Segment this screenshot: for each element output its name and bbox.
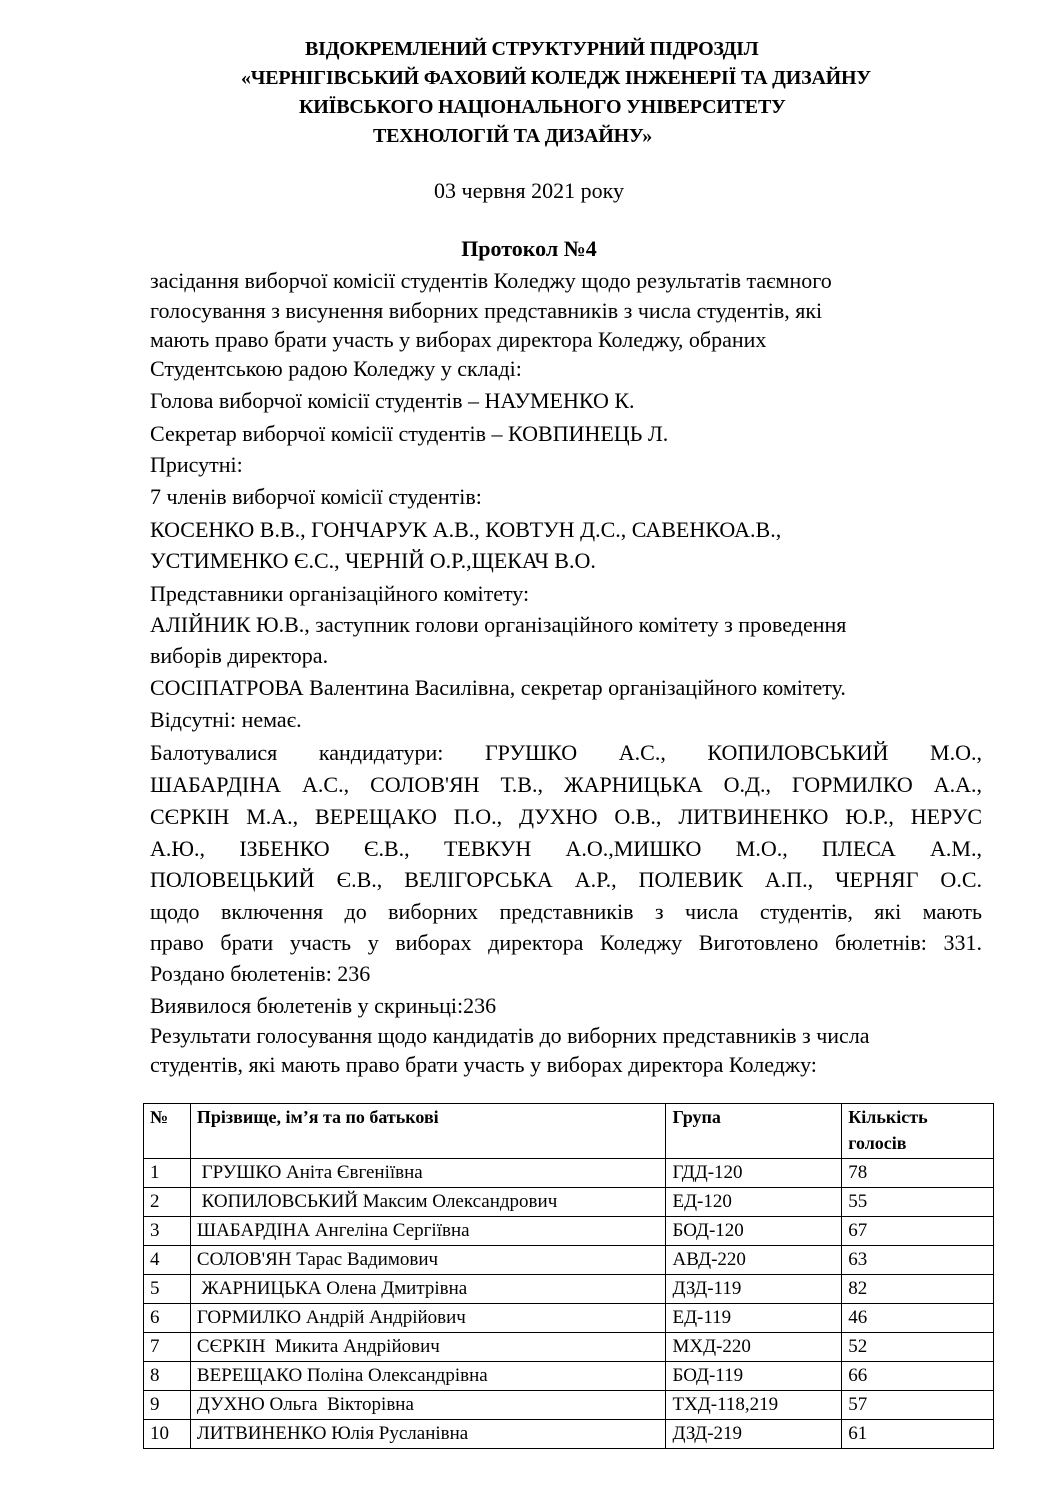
cell-votes: 61 — [842, 1420, 994, 1449]
header-name: Прізвище, ім’я та по батькові — [190, 1104, 666, 1159]
intro-line: голосування з висунення виборних представників з числа студентів, які — [150, 298, 823, 323]
cell-name: СЄРКІН Микита Андрійович — [190, 1333, 666, 1362]
cell-number: 3 — [144, 1217, 191, 1246]
cell-votes: 55 — [842, 1188, 994, 1217]
table-row — [144, 1217, 994, 1246]
header-line-4: ТЕХНОЛОГІЙ ТА ДИЗАЙНУ» — [373, 125, 652, 147]
candidates-line: право брати участь у виборах директора Коледжу Виготовлено бюлетнів: 331. — [150, 930, 982, 955]
cell-votes: 57 — [842, 1391, 994, 1420]
intro-line: засідання виборчої комісії студентів Коледжу щодо результатів таємного — [150, 268, 832, 293]
intro-line: мають право брати участь у виборах директора Коледжу, обраних — [150, 327, 767, 352]
cell-name: ЛИТВИНЕНКО Юлія Русланівна — [190, 1420, 666, 1449]
cell-name: ГРУШКО Аніта Євгеніївна — [190, 1159, 666, 1188]
results-intro-line: Результати голосування щодо кандидатів до виборних представників з числа — [150, 1023, 870, 1048]
header-line-1: ВІДОКРЕМЛЕНИЙ СТРУКТУРНИЙ ПІДРОЗДІЛ — [305, 38, 759, 60]
table-row — [144, 1246, 994, 1275]
cell-group: ГДД-120 — [666, 1159, 842, 1188]
cell-group: БОД-119 — [666, 1362, 842, 1391]
table-row — [144, 1275, 994, 1304]
candidates-line: щодо включення до виборних представників з числа студентів, які мають — [150, 899, 982, 924]
document-date: 03 червня 2021 року — [434, 178, 624, 203]
header-line-2: «ЧЕРНІГІВСЬКИЙ ФАХОВИЙ КОЛЕДЖ ІНЖЕНЕРІЇ ТА ДИЗАЙНУ — [241, 67, 871, 89]
cell-name: КОПИЛОВСЬКИЙ Максим Олександрович — [190, 1188, 666, 1217]
cell-number: 4 — [144, 1246, 191, 1275]
members-label: 7 членів виборчої комісії студентів: — [150, 484, 482, 509]
cell-votes: 63 — [842, 1246, 994, 1275]
members-line: УСТИМЕНКО Є.С., ЧЕРНІЙ О.Р.,ЩЕКАЧ В.О. — [150, 548, 596, 573]
table-row — [144, 1304, 994, 1333]
results-table — [143, 1103, 994, 1449]
candidates-line: Балотувалися кандидатури: ГРУШКО А.С., КОПИЛОВСЬКИЙ М.О., — [150, 740, 982, 765]
cell-number: 7 — [144, 1333, 191, 1362]
table-row — [144, 1333, 994, 1362]
cell-group: ДЗД-119 — [666, 1275, 842, 1304]
ballots-found: Виявилося бюлетенів у скриньці:236 — [150, 993, 497, 1018]
cell-name: СОЛОВ'ЯН Тарас Вадимович — [190, 1246, 666, 1275]
results-intro-line: студентів, які мають право брати участь у виборах директора Коледжу: — [150, 1052, 817, 1077]
cell-group: АВД-220 — [666, 1246, 842, 1275]
cell-group: БОД-120 — [666, 1217, 842, 1246]
absent-line: Відсутні: немає. — [150, 707, 302, 732]
cell-votes: 67 — [842, 1217, 994, 1246]
present-label: Присутні: — [150, 452, 243, 477]
table-row — [144, 1420, 994, 1449]
cell-number: 6 — [144, 1304, 191, 1333]
cell-name: ВЕРЕЩАКО Поліна Олександрівна — [190, 1362, 666, 1391]
org-line: виборів директора. — [150, 643, 329, 668]
members-line: КОСЕНКО В.В., ГОНЧАРУК А.В., КОВТУН Д.С., САВЕНКОА.В., — [150, 517, 782, 542]
table-row — [144, 1188, 994, 1217]
cell-group: МХД-220 — [666, 1333, 842, 1362]
cell-votes: 66 — [842, 1362, 994, 1391]
cell-number: 2 — [144, 1188, 191, 1217]
cell-name: ДУХНО Ольга Вікторівна — [190, 1391, 666, 1420]
intro-line: Студентською радою Коледжу у складі: — [150, 356, 522, 381]
cell-votes: 46 — [842, 1304, 994, 1333]
org-label: Представники організаційного комітету: — [150, 581, 530, 606]
cell-number: 9 — [144, 1391, 191, 1420]
candidates-line: ПОЛОВЕЦЬКИЙ Є.В., ВЕЛІГОРСЬКА А.Р., ПОЛЕВИК А.П., ЧЕРНЯГ О.С. — [150, 867, 982, 892]
header-group: Група — [666, 1104, 842, 1159]
candidates-line: А.Ю., ІЗБЕНКО Є.В., ТЕВКУН А.О.,МИШКО М.О., ПЛЕСА А.М., — [150, 836, 982, 861]
commission-secretary: Секретар виборчої комісії студентів – КОВПИНЕЦЬ Л. — [150, 421, 669, 446]
cell-votes: 82 — [842, 1275, 994, 1304]
cell-votes: 52 — [842, 1333, 994, 1362]
cell-group: ДЗД-219 — [666, 1420, 842, 1449]
candidates-line: СЄРКІН М.А., ВЕРЕЩАКО П.О., ДУХНО О.В., ЛИТВИНЕНКО Ю.Р., НЕРУС — [150, 804, 982, 829]
table-header-row — [144, 1104, 994, 1159]
cell-name: ГОРМИЛКО Андрій Андрійович — [190, 1304, 666, 1333]
cell-votes: 78 — [842, 1159, 994, 1188]
commission-chair: Голова виборчої комісії студентів – НАУМЕНКО К. — [150, 388, 635, 413]
cell-number: 8 — [144, 1362, 191, 1391]
ballots-issued: Роздано бюлетенів: 236 — [150, 961, 371, 986]
cell-name: ШАБАРДІНА Ангеліна Сергіївна — [190, 1217, 666, 1246]
cell-name: ЖАРНИЦЬКА Олена Дмитрівна — [190, 1275, 666, 1304]
cell-number: 10 — [144, 1420, 191, 1449]
table-row — [144, 1159, 994, 1188]
table-row — [144, 1391, 994, 1420]
org-line: АЛІЙНИК Ю.В., заступник голови організаційного комітету з проведення — [150, 612, 847, 637]
org-line: СОСІПАТРОВА Валентина Василівна, секретар організаційного комітету. — [150, 675, 846, 700]
header-number: № — [144, 1104, 191, 1159]
cell-number: 1 — [144, 1159, 191, 1188]
document-title: Протокол №4 — [461, 236, 597, 261]
header-line-3: КИЇВСЬКОГО НАЦІОНАЛЬНОГО УНІВЕРСИТЕТУ — [299, 96, 786, 118]
cell-group: ЕД-120 — [666, 1188, 842, 1217]
header-votes: Кількість голосів — [842, 1104, 994, 1159]
cell-number: 5 — [144, 1275, 191, 1304]
cell-group: ТХД-118,219 — [666, 1391, 842, 1420]
table-row — [144, 1362, 994, 1391]
candidates-line: ШАБАРДІНА А.С., СОЛОВ'ЯН Т.В., ЖАРНИЦЬКА О.Д., ГОРМИЛКО А.А., — [150, 772, 982, 797]
cell-group: ЕД-119 — [666, 1304, 842, 1333]
